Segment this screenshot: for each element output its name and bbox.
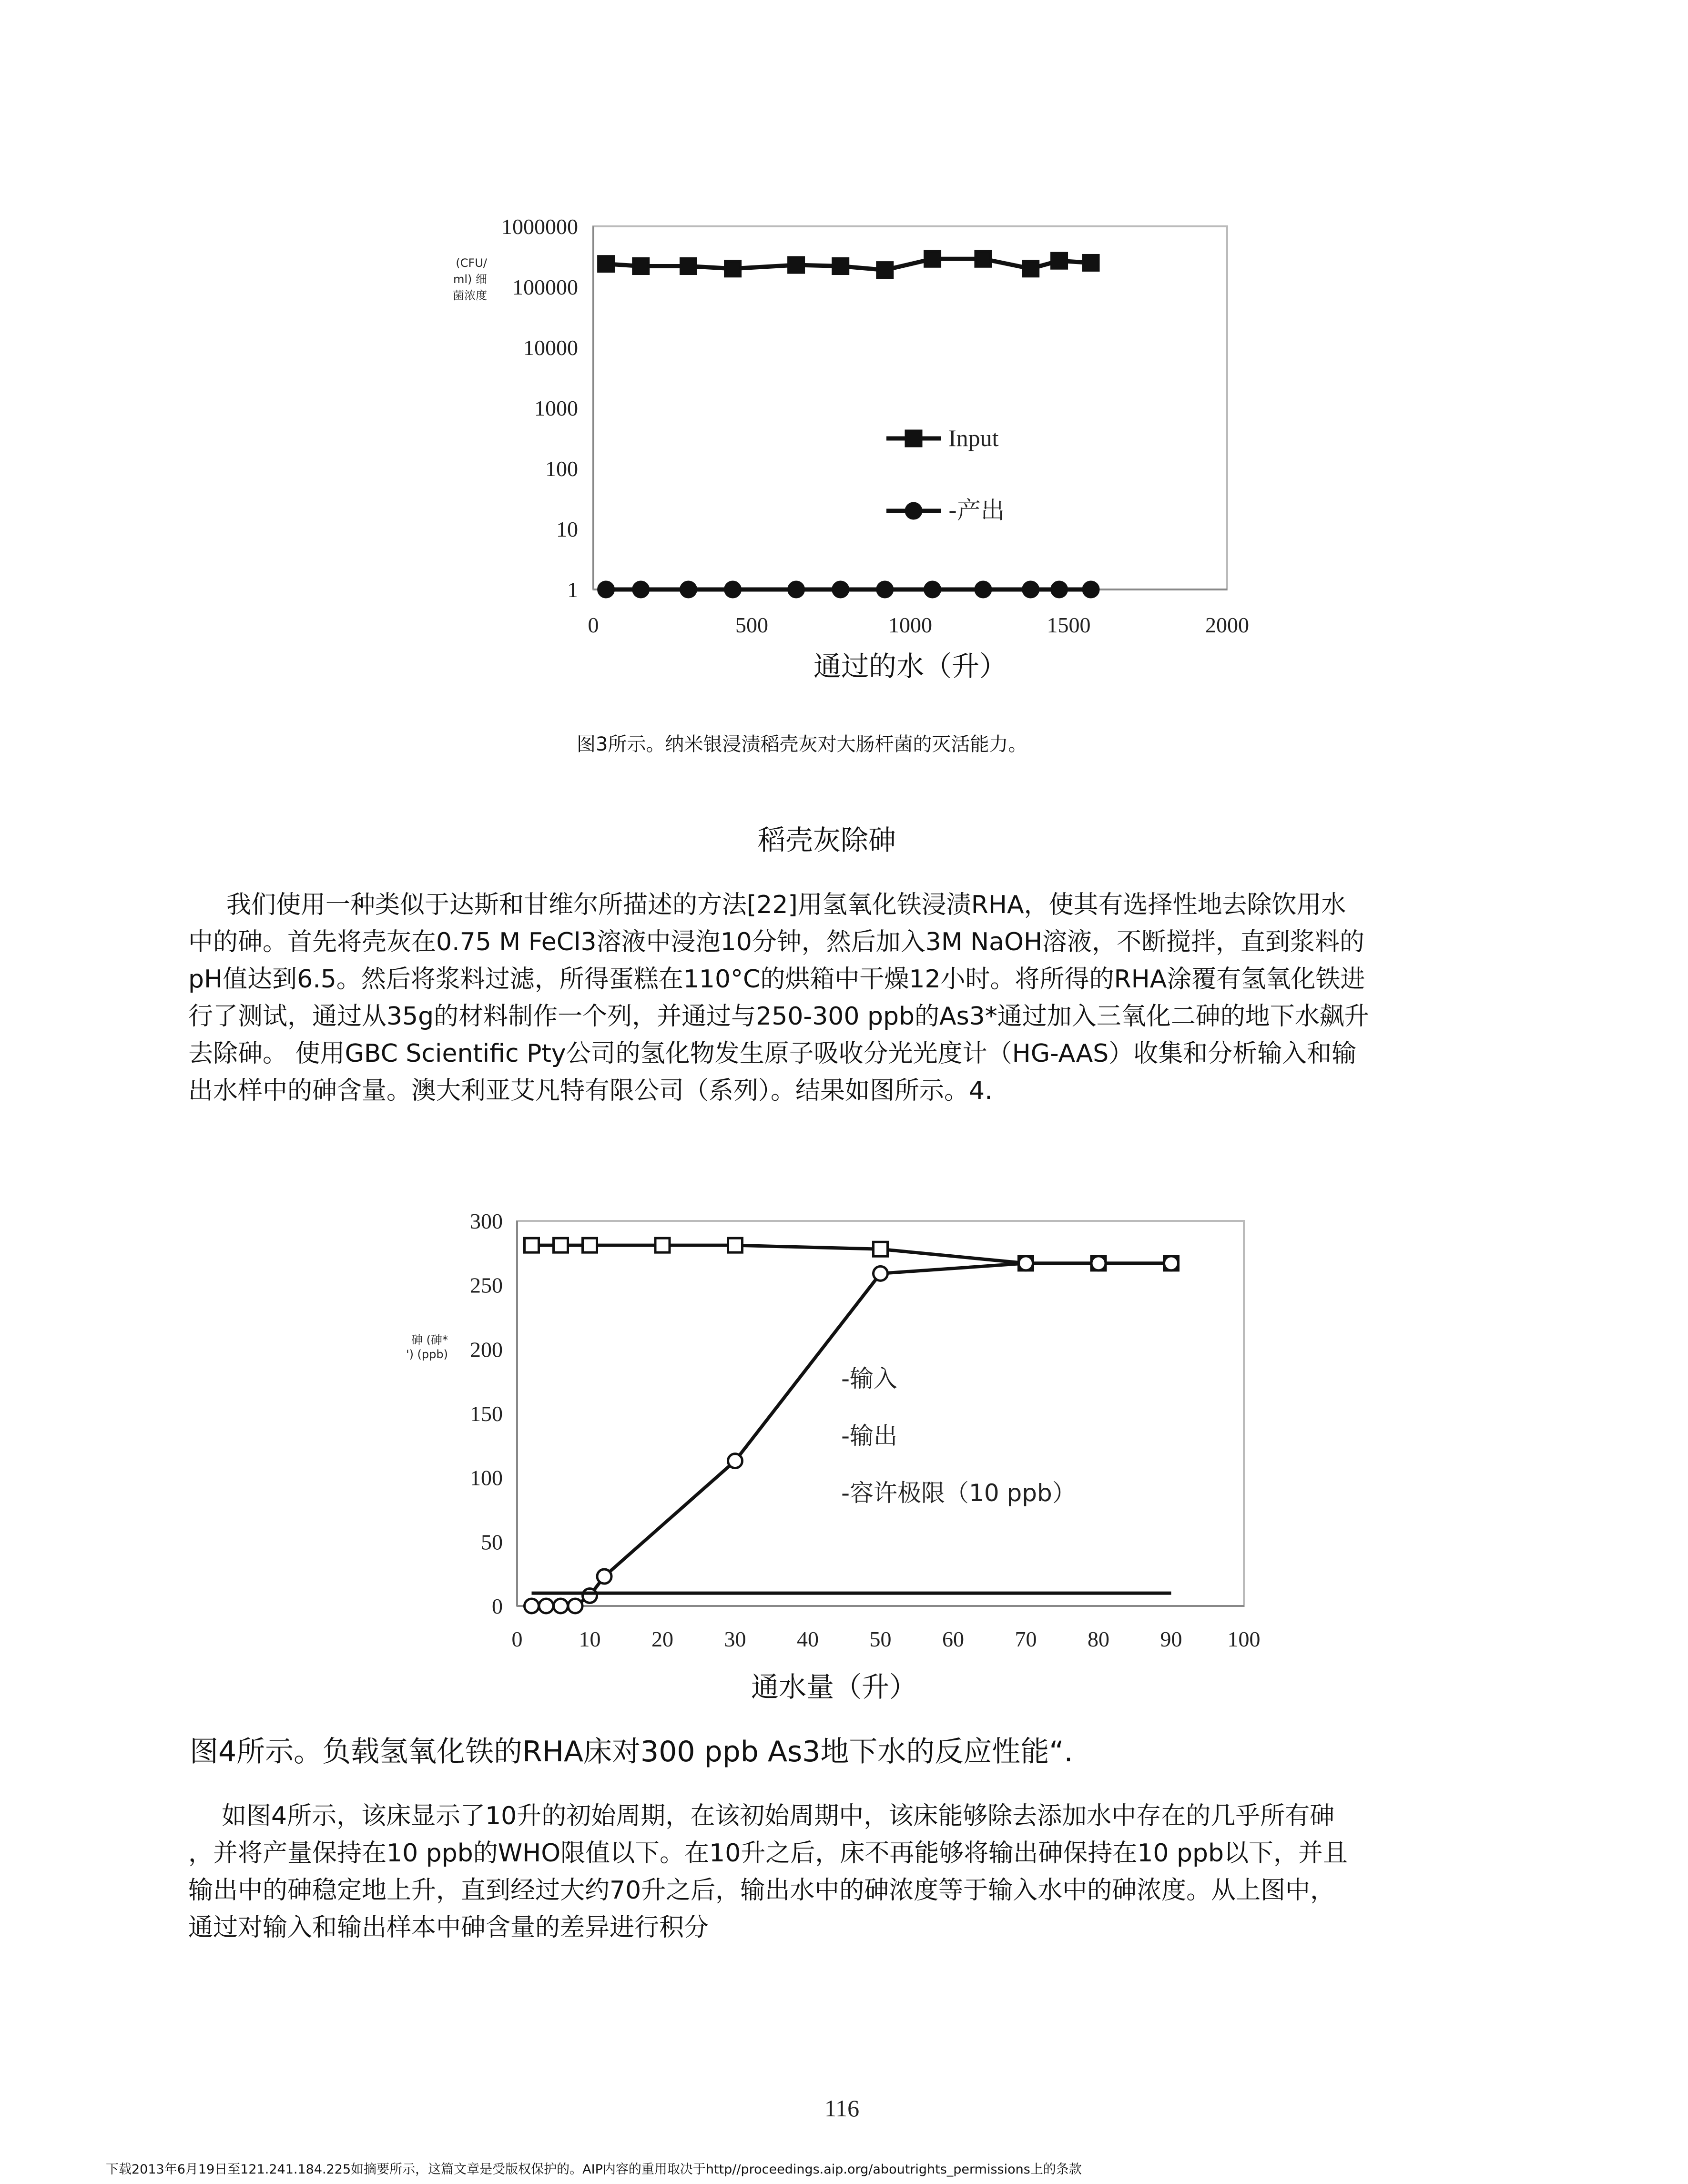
figure-3-y-tick-label: 1 <box>567 578 578 602</box>
figure-3-x-tick-label: 1500 <box>1047 613 1091 637</box>
figure-4-y-tick-label: 250 <box>470 1273 503 1298</box>
figure-4-input-point <box>554 1238 568 1252</box>
paragraph-line: 输出中的砷稳定地上升，直到经过大约70升之后，输出水中的砷浓度等于输入水中的砷浓度。从上图中， <box>188 1876 1335 1905</box>
figure-4-y-axis-label-line-2: ') (ppb) <box>406 1348 448 1361</box>
figure-4-x-tick-label: 0 <box>511 1627 523 1651</box>
figure-4-y-tick-label: 200 <box>470 1337 503 1362</box>
figure-4-output-point <box>539 1599 553 1613</box>
paragraph-line: 出水样中的砷含量。澳大利亚艾凡特有限公司（系列）。结果如图所示。4. <box>188 1077 993 1105</box>
figure-3-input-point <box>925 251 940 266</box>
figure-4-x-tick-label: 70 <box>1015 1627 1037 1651</box>
figure-4-y-tick-label: 100 <box>470 1465 503 1490</box>
figure-3-y-tick-label: 100000 <box>512 275 578 299</box>
page-number: 116 <box>824 2095 860 2122</box>
figure-3-input-point <box>633 259 649 274</box>
figure-3-input-point <box>599 256 614 272</box>
figure-4-output-point <box>597 1569 611 1584</box>
figure-4-x-tick-label: 100 <box>1227 1627 1261 1651</box>
figure-3-input-point <box>976 251 991 266</box>
figure-4-legend-label: -容许极限（10 ppb） <box>841 1479 1076 1507</box>
figure-3-input-point <box>1023 261 1038 276</box>
figure-3-input-point <box>1052 253 1067 268</box>
figure-3-input-point <box>1083 255 1098 270</box>
figure-4-input-point <box>874 1242 888 1256</box>
figure-3-axes <box>501 214 1249 637</box>
figure-3-output-point <box>877 582 893 597</box>
figure-4-x-tick-label: 40 <box>797 1627 819 1651</box>
figure-4-x-tick-label: 80 <box>1088 1627 1109 1651</box>
figure-4-y-axis-label-line-1: 砷 (砷* <box>411 1333 448 1347</box>
figure-4-input-point <box>525 1238 539 1252</box>
figure-3-x-tick-label: 1000 <box>888 613 932 637</box>
figure-3-legend-marker <box>906 503 921 518</box>
figure-3-input-point <box>833 259 848 274</box>
figure-4-output-point <box>554 1599 568 1613</box>
figure-4-output-point <box>1091 1256 1106 1270</box>
figure-3-marks <box>599 251 1098 597</box>
paragraph-line: 如图4所示，该床显示了10升的初始周期，在该初始周期中，该床能够除去添加水中存在的几乎所有砷 <box>222 1802 1335 1830</box>
figure-4-legend-label: -输入 <box>841 1365 898 1392</box>
paragraph-line: pH值达到6.5。然后将浆料过滤，所得蛋糕在110°C的烘箱中干燥12小时。将所得的RHA涂覆有氢氧化铁进 <box>188 965 1365 994</box>
figure-4-y-tick-label: 150 <box>470 1402 503 1426</box>
figure-4-x-tick-label: 90 <box>1160 1627 1182 1651</box>
figure-3-output-point <box>1023 582 1038 597</box>
figure-4-y-tick-label: 300 <box>470 1209 503 1233</box>
paragraph-line: 去除砷。 使用GBC Scientific Pty公司的氢化物发生原子吸收分光光度计（HG-AAS）收集和分析输入和输 <box>188 1039 1357 1068</box>
figure-3-y-tick-label: 10000 <box>523 335 578 360</box>
figure-4-x-tick-label: 60 <box>942 1627 964 1651</box>
figure-3-output-point <box>725 582 741 597</box>
figure-3-input-point <box>877 263 893 278</box>
figure-4-x-tick-label: 20 <box>651 1627 673 1651</box>
figure-3-output-point <box>833 582 848 597</box>
figure-3-caption: 图3所示。纳米银浸渍稻壳灰对大肠杆菌的灭活能力。 <box>577 733 1027 755</box>
figure-4-x-tick-label: 10 <box>579 1627 601 1651</box>
figure-3-output-point <box>976 582 991 597</box>
paragraph-line: 行了测试，通过从35g的材料制作一个列，并通过与250-300 ppb的As3*通过加入三氧化二砷的地下水飙升 <box>188 1002 1369 1031</box>
figure-4-output-point <box>728 1454 742 1468</box>
figure-4-x-tick-label: 50 <box>869 1627 892 1651</box>
figure-4-chart <box>0 1182 1688 1754</box>
figure-3-x-axis-label: 通过的水（升） <box>813 650 1007 682</box>
figure-3-x-tick-label: 2000 <box>1205 613 1249 637</box>
figure-4-output-point <box>525 1599 539 1613</box>
figure-3-x-tick-label: 500 <box>735 613 768 637</box>
figure-4-series-line <box>532 1245 1171 1263</box>
figure-3-y-tick-label: 1000 <box>534 396 578 420</box>
figure-3-input-point <box>725 261 741 276</box>
figure-3-legend-marker <box>906 431 921 446</box>
figure-3-x-tick-label: 0 <box>588 613 599 637</box>
figure-3-y-axis-label-line-2: ml) 细 <box>453 273 487 286</box>
figure-4-legend-label: -输出 <box>841 1422 898 1450</box>
discussion-paragraph <box>188 1798 1496 1946</box>
figure-3-output-point <box>1083 582 1098 597</box>
figure-3-output-point <box>633 582 649 597</box>
figure-3-y-tick-label: 10 <box>556 517 578 541</box>
figure-4-y-tick-label: 0 <box>492 1594 503 1618</box>
figure-3-y-tick-label: 100 <box>545 457 578 481</box>
figure-3-output-point <box>789 582 804 597</box>
figure-4-y-tick-label: 50 <box>481 1530 503 1554</box>
figure-4-input-point <box>655 1238 670 1252</box>
figure-3-legend-label: Input <box>948 425 999 451</box>
figure-4-x-axis-label: 通水量（升） <box>751 1671 917 1703</box>
figure-3-output-point <box>681 582 696 597</box>
figure-4-x-tick-label: 30 <box>724 1627 746 1651</box>
figure-4-input-point <box>728 1238 742 1252</box>
figure-4-output-point <box>583 1588 597 1603</box>
figure-4-caption: 图4所示。负载氢氧化铁的RHA床对300 ppb As3地下水的反应性能“. <box>190 1735 1073 1768</box>
figure-3-input-point <box>681 259 696 274</box>
figure-3-output-point <box>599 582 614 597</box>
figure-4-output-point <box>1164 1256 1179 1270</box>
figure-3-input-point <box>789 257 804 273</box>
section-paragraph <box>188 886 1496 1109</box>
paragraph-line: 我们使用一种类似于达斯和甘维尔所描述的方法[22]用氢氧化铁浸渍RHA，使其有选择性地去除饮用水 <box>226 891 1346 919</box>
figure-3-output-point <box>1052 582 1067 597</box>
figure-4-output-point <box>568 1599 582 1613</box>
figure-3-y-axis-label-line-1: (CFU/ <box>456 256 487 270</box>
figure-4-input-point <box>583 1238 597 1252</box>
figure-4-legend <box>841 1365 1076 1507</box>
figure-3-chart <box>0 0 1688 715</box>
figure-3-y-tick-label: 1000000 <box>501 214 578 239</box>
figure-3-y-axis-label-line-3: 菌浓度 <box>453 289 487 302</box>
figure-3-legend-label: -产出 <box>948 497 1005 524</box>
figure-3-plot-frame <box>593 226 1227 589</box>
figure-4-output-point <box>874 1266 888 1280</box>
page-footer: 下载2013年6月19日至121.241.184.225如摘要所示，这篇文章是受版权保护的。AIP内容的重用取决于http//proceedings.aip.org/aboutrights_permissions上的条款 <box>106 2162 1082 2177</box>
section-title: 稻壳灰除砷 <box>758 824 896 856</box>
paragraph-line: 通过对输入和输出样本中砷含量的差异进行积分 <box>188 1913 709 1942</box>
figure-4-output-point <box>1019 1256 1033 1270</box>
paragraph-line: ，并将产量保持在10 ppb的WHO限值以下。在10升之后，床不再能够将输出砷保持在10 ppb以下，并且 <box>188 1839 1348 1868</box>
figure-3-legend <box>886 425 1005 524</box>
paragraph-line: 中的砷。首先将壳灰在0.75 M FeCl3溶液中浸泡10分钟，然后加入3M NaOH溶液，不断搅拌，直到浆料的 <box>188 928 1365 956</box>
figure-3-output-point <box>925 582 940 597</box>
